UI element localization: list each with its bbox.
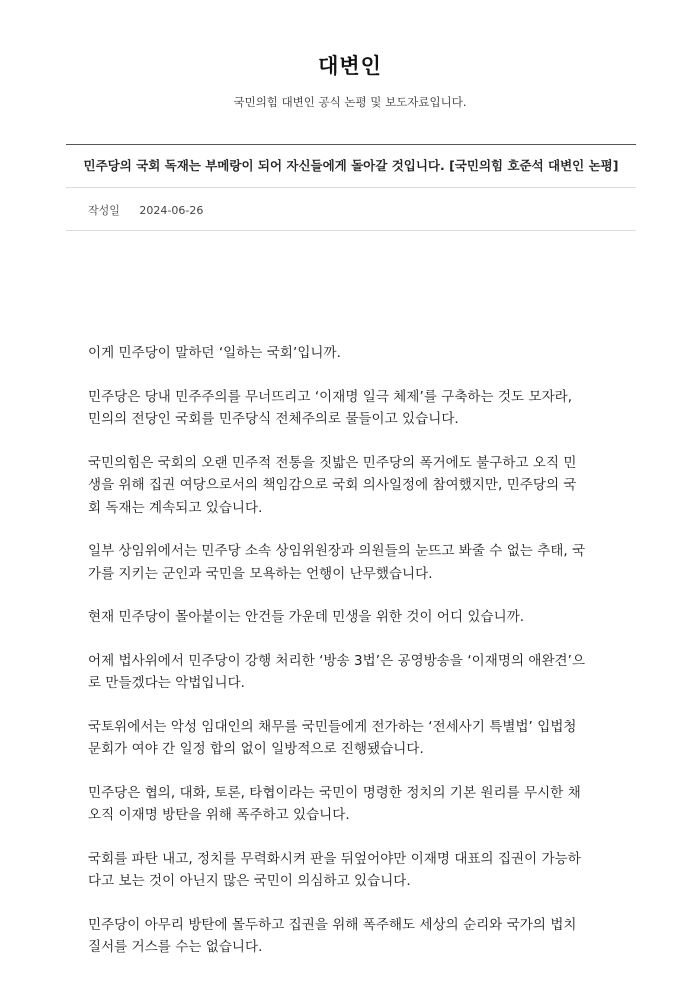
paragraph-line: 국회를 파탄 내고, 정치를 무력화시켜 판을 뒤엎어야만 이재명 대표의 집권이 가능하 — [88, 850, 581, 867]
paragraph-line: 로 만들겠다는 악법입니다. — [88, 675, 246, 691]
paragraph-line: 생을 위해 집권 여당으로서의 책임감으로 국회 의사일정에 참여했지만, 민주당의 국 — [88, 477, 577, 493]
paragraph-line: 민의의 전당인 국회를 민주당식 전체주의로 물들이고 있습니다. — [88, 411, 459, 427]
paragraph-line: 국민의힘은 국회의 오랜 민주적 전통을 짓밟은 민주당의 폭거에도 불구하고 오직 민 — [88, 454, 577, 471]
article-paragraph — [88, 848, 628, 893]
article-paragraph — [88, 782, 628, 827]
post-title: 민주당의 국회 독재는 부메랑이 되어 자신들에게 돌아갈 것입니다. [국민의힘 호준석 대변인 논평] — [83, 158, 619, 173]
date-label: 작성일 — [88, 204, 120, 217]
paragraph-line: 질서를 거스를 수는 없습니다. — [88, 939, 263, 955]
paragraph-line: 민주당은 당내 민주주의를 무너뜨리고 ‘이재명 일극 체제’를 구축하는 것도 모자라, — [88, 388, 573, 405]
article-paragraph — [88, 650, 628, 695]
divider — [66, 187, 636, 188]
paragraph-line: 문회가 여야 간 일정 합의 없이 일방적으로 진행됐습니다. — [88, 741, 424, 757]
divider — [66, 230, 636, 231]
site-title: 대변인 — [318, 54, 382, 78]
paragraph-line: 민주당이 아무리 방탄에 몰두하고 집권을 위해 폭주해도 세상의 순리와 국가의 법치 — [88, 916, 577, 933]
paragraph-line: 어제 법사위에서 민주당이 강행 처리한 ‘방송 3법’은 공영방송을 ‘이재명의 애완견’으 — [88, 652, 586, 669]
article-paragraph — [88, 386, 628, 431]
article-paragraph — [88, 914, 628, 959]
paragraph-line: 다고 보는 것이 아닌지 많은 국민이 의심하고 있습니다. — [88, 873, 411, 889]
post-date: 2024-06-26 — [139, 204, 204, 217]
paragraph-line: 일부 상임위에서는 민주당 소속 상임위원장과 의원들의 눈뜨고 봐줄 수 없는 추태, 국 — [88, 543, 586, 559]
paragraph-line: 국토위에서는 악성 임대인의 채무를 국민들에게 전가하는 ‘전세사기 특별법’ 입법청 — [88, 718, 577, 735]
paragraph-line: 가를 지키는 군인과 국민을 모욕하는 언행이 난무했습니다. — [88, 565, 433, 582]
site-subtitle: 국민의힘 대변인 공식 논평 및 보도자료입니다. — [233, 95, 467, 109]
post-meta — [88, 203, 203, 219]
paragraph-line: 이게 민주당이 말하던 ‘일하는 국회’입니까. — [88, 345, 341, 361]
article-body — [88, 342, 628, 980]
article-paragraph — [88, 716, 628, 761]
page-header — [0, 52, 700, 110]
divider — [66, 144, 636, 145]
paragraph-line: 회 독재는 계속되고 있습니다. — [88, 499, 263, 516]
paragraph-line: 현재 민주당이 몰아붙이는 안건들 가운데 민생을 위한 것이 어디 있습니까. — [88, 609, 525, 625]
paragraph-line: 민주당은 협의, 대화, 토론, 타협이라는 국민이 명령한 정치의 기본 원리를 무시한 채 — [88, 784, 581, 801]
paragraph-line: 오직 이재명 방탄을 위해 폭주하고 있습니다. — [88, 807, 350, 823]
article-paragraph — [88, 342, 628, 365]
article-paragraph — [88, 452, 628, 520]
article-paragraph — [88, 540, 628, 585]
article-paragraph — [88, 606, 628, 629]
